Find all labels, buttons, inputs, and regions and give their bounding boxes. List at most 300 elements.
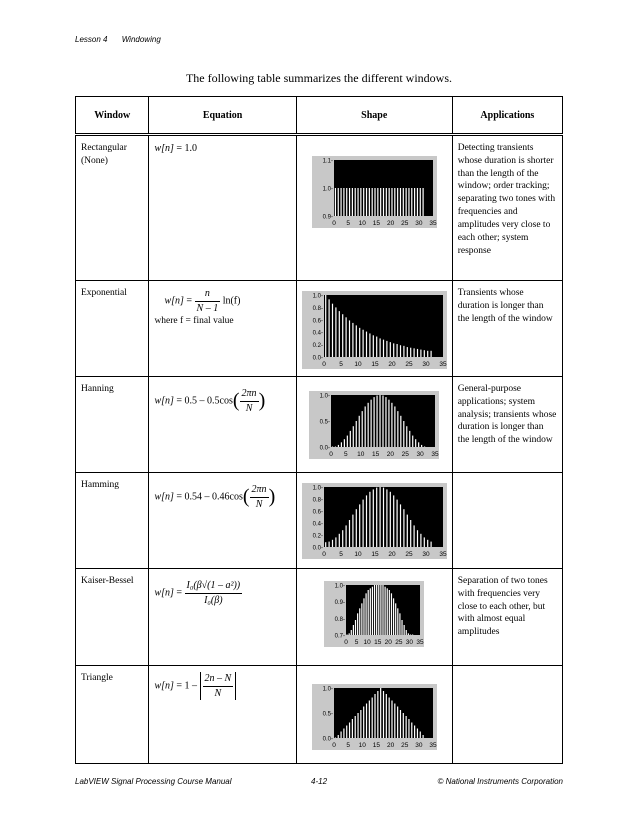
- chart-bar: [400, 188, 401, 216]
- table-row: [76, 377, 563, 473]
- x-tick-label: 25: [405, 551, 413, 558]
- chart-bar: [355, 509, 356, 547]
- chart-bar: [417, 729, 418, 739]
- chart-bar: [395, 406, 396, 447]
- shape-cell: [296, 666, 452, 764]
- chart-bar: [353, 625, 354, 635]
- chart-bar: [385, 587, 386, 635]
- chart-bar: [362, 500, 363, 547]
- window-shape-chart: [302, 291, 447, 369]
- chart-bar: [385, 188, 386, 216]
- y-tick-label: 0.0-: [312, 545, 323, 552]
- chart-bar: [359, 504, 360, 547]
- chart-bar: [393, 343, 394, 357]
- x-tick-label: 10: [363, 639, 371, 646]
- lesson-label: Lesson 4: [75, 35, 108, 44]
- chart-bar: [364, 598, 365, 635]
- chart-bar: [338, 445, 339, 447]
- chart-bar: [341, 442, 342, 447]
- chart-bar: [359, 416, 360, 447]
- chart-bar: [349, 520, 350, 547]
- chart-bar: [328, 299, 329, 357]
- applications: [452, 666, 562, 764]
- chart-bar: [430, 542, 431, 547]
- chart-bar: [374, 585, 375, 635]
- chart-bar: [394, 704, 395, 739]
- y-tick-label: 1.1-: [322, 158, 333, 165]
- chart-bar: [335, 188, 336, 216]
- x-tick-label: 30: [422, 361, 430, 368]
- equation: w[n] = 1 – $\frac{2n - N}{N}$: [149, 666, 296, 764]
- window-shape-chart: [312, 684, 437, 750]
- chart-bar: [396, 344, 397, 357]
- eq-rhs: 1.0: [184, 143, 198, 154]
- x-tick-label: 35: [439, 361, 447, 368]
- chart-bar: [349, 188, 350, 216]
- chart-bar: [377, 188, 378, 216]
- chart-bar: [355, 325, 356, 357]
- chart-bar: [388, 698, 389, 739]
- chart-bar: [391, 188, 392, 216]
- chart-bar: [413, 348, 414, 357]
- y-tick-label: 0.6-: [312, 509, 323, 516]
- table-header-row: [76, 97, 563, 135]
- chart-bar: [403, 509, 404, 547]
- x-tick-label: 15: [371, 551, 379, 558]
- x-tick-label: 10: [358, 220, 366, 227]
- chart-bar: [366, 704, 367, 739]
- eq-numerator: I₀(β√(1 – a²)): [185, 579, 243, 594]
- chart-bar: [396, 500, 397, 547]
- chart-bar: [397, 411, 398, 447]
- window-name: Hamming: [76, 473, 149, 569]
- chart-bar: [352, 323, 353, 357]
- chart-bar: [391, 701, 392, 739]
- chart-bar: [418, 442, 419, 447]
- chart-bar: [430, 351, 431, 357]
- chart-bar: [420, 350, 421, 357]
- eq-denominator: N: [255, 498, 263, 510]
- chart-bar: [338, 311, 339, 357]
- chart-bar: [397, 188, 398, 216]
- topic-label: Windowing: [121, 35, 161, 44]
- chart-bar: [413, 525, 414, 547]
- chart-bar: [406, 426, 407, 447]
- x-tick-label: 35: [416, 639, 424, 646]
- x-tick-label: 10: [357, 451, 365, 458]
- y-tick-label: 0.0-: [312, 355, 323, 362]
- chart-bar: [406, 515, 407, 547]
- chart-bar: [414, 726, 415, 739]
- chart-bar: [337, 735, 338, 738]
- x-tick-label: 30: [406, 639, 414, 646]
- x-tick-label: 0: [329, 451, 334, 458]
- chart-bar: [352, 515, 353, 547]
- chart-bar: [366, 332, 367, 357]
- window-name: Hanning: [76, 377, 149, 473]
- chart-bar: [346, 726, 347, 739]
- shape-cell: [296, 135, 452, 281]
- eq-denominator: I₀(β): [204, 594, 223, 606]
- chart-bar: [411, 188, 412, 216]
- chart-bar: [379, 338, 380, 357]
- chart-bar: [372, 335, 373, 357]
- eq-rhs: 0.5 – 0.5cos: [184, 395, 233, 407]
- chart-bar: [412, 635, 413, 636]
- chart-bar: [403, 346, 404, 357]
- chart-bar: [374, 397, 375, 447]
- eq-numerator: 2n – N: [203, 672, 234, 687]
- chart-bar: [372, 587, 373, 635]
- y-tick-label: 0.7-: [334, 633, 346, 640]
- applications: Detecting transients whose duration is shorter than the length of the window; order tracking; separating two tones with frequencies and amplitudes very close to each other; system response: [452, 135, 562, 281]
- chart-bar: [349, 320, 350, 357]
- chart-bar: [427, 540, 428, 547]
- y-tick-label: 0.4-: [312, 330, 323, 337]
- shape-cell: [296, 473, 452, 569]
- chart-bar: [363, 707, 364, 739]
- eq-lhs: w[n]: [164, 295, 184, 307]
- chart-bar: [359, 608, 360, 635]
- equation: w[n] = 0.54 – 0.46cos( $\frac{2\pi n}{N}$ ): [149, 473, 296, 569]
- chart-bar: [363, 188, 364, 216]
- x-tick-label: 20: [386, 742, 394, 749]
- chart-bar: [351, 630, 352, 635]
- chart-bar: [377, 396, 378, 447]
- x-tick-label: 35: [439, 551, 447, 558]
- chart-bar: [345, 525, 346, 547]
- table-row: [76, 281, 563, 377]
- chart-bar: [347, 635, 348, 636]
- chart-bar: [368, 403, 369, 447]
- chart-bar: [376, 337, 377, 357]
- chart-bar: [422, 735, 423, 738]
- x-tick-label: 25: [395, 639, 403, 646]
- chart-bar: [355, 620, 356, 635]
- chart-bar: [354, 188, 355, 216]
- chart-bar: [395, 603, 396, 635]
- chart-bar: [345, 317, 346, 357]
- chart-bar: [383, 188, 384, 216]
- y-tick-label: 0.4-: [312, 521, 323, 528]
- window-name: Kaiser-Bessel: [76, 569, 149, 666]
- x-tick-label: 20: [388, 551, 396, 558]
- chart-bar: [393, 598, 394, 635]
- chart-bar: [342, 530, 343, 547]
- chart-bar: [372, 489, 373, 547]
- chart-bar: [405, 716, 406, 738]
- chart-bar: [389, 342, 390, 357]
- equation: w[n] = $\frac{\text{I₀(β√(1 – a²))}}{\text{I₀(β)}}$: [149, 569, 296, 666]
- chart-bar: [344, 439, 345, 447]
- chart-bar: [422, 188, 423, 216]
- chart-bar: [388, 188, 389, 216]
- chart-bar: [332, 540, 333, 547]
- x-tick-label: 25: [405, 361, 413, 368]
- chart-bar: [414, 188, 415, 216]
- chart-bar: [357, 713, 358, 738]
- chart-bar: [332, 304, 333, 357]
- chart-bar: [402, 188, 403, 216]
- chart-bar: [410, 348, 411, 357]
- x-tick-label: 5: [338, 551, 343, 558]
- x-tick-label: 0: [331, 220, 336, 227]
- chart-bar: [400, 345, 401, 357]
- chart-bar: [371, 400, 372, 447]
- y-tick-label: 0.8-: [334, 616, 346, 623]
- chart-bar: [411, 723, 412, 739]
- chart-bar: [419, 188, 420, 216]
- chart-bar: [340, 188, 341, 216]
- chart-bar: [387, 588, 388, 635]
- x-tick-label: 0: [344, 639, 349, 646]
- chart-bar: [353, 426, 354, 447]
- chart-bar: [325, 295, 326, 357]
- chart-bar: [362, 330, 363, 357]
- chart-bar: [423, 350, 424, 357]
- chart-bar: [378, 585, 379, 635]
- eq-denominator: N – 1: [196, 302, 219, 314]
- intro-sentence: The following table summarizes the different windows.: [185, 71, 453, 85]
- chart-bar: [354, 716, 355, 738]
- y-tick-label: 0.8-: [312, 497, 323, 504]
- eq-rhs: ln(f): [222, 295, 241, 307]
- chart-bar: [376, 585, 377, 635]
- chart-bar: [403, 421, 404, 447]
- chart-bar: [408, 188, 409, 216]
- eq-rhs: 0.54 – 0.46cos: [184, 491, 243, 503]
- chart-bar: [356, 421, 357, 447]
- eq-rhs: 1 –: [184, 680, 198, 692]
- eq-lhs: w[n]: [154, 680, 174, 692]
- x-tick-label: 10: [354, 361, 362, 368]
- x-tick-label: 5: [346, 742, 350, 749]
- eq-denominator: N: [245, 402, 253, 414]
- y-tick-label: 1.0-: [322, 686, 333, 693]
- chart-bar: [374, 188, 375, 216]
- chart-bar: [380, 188, 381, 216]
- chart-bar: [389, 400, 390, 447]
- chart-bar: [391, 593, 392, 635]
- chart-bar: [386, 397, 387, 447]
- applications: Transients whose duration is longer than the length of the window: [452, 281, 562, 377]
- chart-bar: [389, 590, 390, 635]
- x-tick-label: 35: [429, 220, 437, 227]
- y-tick-label: 0.0-: [319, 445, 331, 452]
- x-tick-label: 30: [414, 742, 423, 749]
- x-tick-label: 5: [346, 220, 350, 227]
- y-tick-label: 1.0-: [319, 393, 331, 400]
- x-tick-label: 25: [401, 451, 410, 458]
- applications: Separation of two tones with frequencies very close to each other, but with almost equal amplitudes: [452, 569, 562, 666]
- chart-bar: [357, 613, 358, 635]
- y-tick-label: 1.0-: [334, 583, 346, 590]
- chart-bar: [386, 341, 387, 357]
- chart-bar: [352, 188, 353, 216]
- chart-bar: [383, 691, 384, 738]
- equation: w[n] = 1.0: [149, 135, 296, 281]
- chart-bar: [360, 188, 361, 216]
- eq-lhs: w[n]: [154, 395, 174, 407]
- chart-bar: [420, 534, 421, 547]
- chart-bar: [368, 590, 369, 635]
- chart-bar: [347, 436, 348, 447]
- chart-bar: [421, 445, 422, 447]
- running-header: [75, 35, 161, 44]
- x-tick-label: 35: [429, 742, 437, 749]
- window-name: Triangle: [76, 666, 149, 764]
- footer-page-number: 4-12: [311, 777, 328, 786]
- chart-bar: [402, 620, 403, 635]
- chart-bar: [419, 732, 420, 739]
- chart-bar: [360, 710, 361, 738]
- table-row: [76, 135, 563, 281]
- window-shape-chart: [309, 391, 439, 459]
- chart-bar: [370, 588, 371, 635]
- chart-bar: [325, 542, 326, 547]
- x-tick-label: 15: [372, 742, 380, 749]
- x-tick-label: 20: [386, 220, 394, 227]
- y-tick-label: 1.0-: [312, 485, 323, 492]
- y-tick-label: 0.2-: [312, 343, 323, 350]
- chart-bar: [361, 603, 362, 635]
- x-tick-label: 20: [388, 361, 396, 368]
- chart-bar: [379, 487, 380, 547]
- y-tick-label: 0.8-: [312, 305, 323, 312]
- shape-cell: [296, 569, 452, 666]
- eq-lhs: w[n]: [154, 143, 174, 154]
- x-tick-label: 10: [358, 742, 366, 749]
- chart-bar: [410, 635, 411, 636]
- chart-bar: [377, 691, 378, 738]
- chart-bar: [405, 188, 406, 216]
- y-tick-label: 0.2-: [312, 533, 323, 540]
- chart-bar: [397, 707, 398, 739]
- shape-cell: [296, 377, 452, 473]
- footer-copyright: © National Instruments Corporation: [437, 777, 563, 786]
- x-tick-label: 15: [374, 639, 382, 646]
- chart-bar: [417, 349, 418, 357]
- chart-bar: [400, 504, 401, 547]
- shape-cell: [296, 281, 452, 377]
- chart-bar: [417, 188, 418, 216]
- chart-bar: [402, 713, 403, 738]
- chart-bar: [350, 431, 351, 447]
- chart-bar: [408, 633, 409, 635]
- window-summary-table: [75, 96, 563, 764]
- x-tick-label: 15: [372, 451, 380, 458]
- chart-bar: [335, 446, 336, 447]
- chart-bar: [349, 633, 350, 635]
- x-tick-label: 5: [354, 639, 359, 646]
- chart-bar: [424, 446, 425, 447]
- chart-bar: [328, 542, 329, 547]
- chart-bar: [400, 416, 401, 447]
- chart-bar: [383, 585, 384, 635]
- chart-bar: [383, 488, 384, 547]
- chart-bar: [427, 351, 428, 357]
- chart-bar: [335, 738, 336, 739]
- chart-bar: [393, 495, 394, 547]
- footer-manual-title: LabVIEW Signal Processing Course Manual: [75, 777, 232, 786]
- chart-bar: [359, 328, 360, 357]
- applications: [452, 473, 562, 569]
- window-shape-chart: [312, 156, 437, 228]
- chart-bar: [362, 411, 363, 447]
- chart-bar: [406, 347, 407, 357]
- x-tick-label: 15: [372, 220, 380, 227]
- chart-bar: [340, 732, 341, 739]
- x-tick-label: 10: [354, 551, 362, 558]
- chart-bar: [369, 492, 370, 547]
- chart-bar: [335, 537, 336, 547]
- chart-bar: [366, 188, 367, 216]
- chart-bar: [380, 395, 381, 447]
- eq-numerator: 2πn: [240, 387, 259, 402]
- chart-bar: [380, 688, 381, 738]
- y-tick-label: 0.9-: [322, 214, 333, 221]
- x-tick-label: 5: [344, 451, 348, 458]
- window-name: Exponential: [76, 281, 149, 377]
- window-name: Rectangular (None): [76, 135, 149, 281]
- chart-bar: [410, 520, 411, 547]
- chart-bar: [423, 537, 424, 547]
- equation: w[n] = 0.5 – 0.5cos( $\frac{2\pi n}{N}$ ): [149, 377, 296, 473]
- x-tick-label: 20: [384, 639, 393, 646]
- chart-bar: [338, 534, 339, 547]
- chart-bar: [332, 447, 333, 448]
- chart-bar: [357, 188, 358, 216]
- y-tick-label: 1.0-: [312, 293, 323, 300]
- x-tick-label: 0: [321, 361, 326, 368]
- x-tick-label: 5: [338, 361, 343, 368]
- x-tick-label: 25: [400, 742, 409, 749]
- chart-bar: [371, 698, 372, 739]
- chart-bar: [368, 701, 369, 739]
- chart-bar: [374, 694, 375, 738]
- chart-bar: [392, 403, 393, 447]
- chart-bar: [376, 488, 377, 547]
- chart-bar: [335, 307, 336, 357]
- x-tick-label: 35: [431, 451, 439, 458]
- window-shape-chart: [302, 483, 447, 559]
- chart-bar: [417, 530, 418, 547]
- window-shape-chart: [324, 581, 424, 647]
- chart-bar: [381, 585, 382, 635]
- chart-bar: [389, 492, 390, 547]
- x-tick-label: 0: [331, 742, 336, 749]
- eq-numerator: 2πn: [250, 483, 269, 498]
- chart-bar: [409, 431, 410, 447]
- chart-bar: [383, 340, 384, 357]
- chart-bar: [343, 188, 344, 216]
- applications: General-purpose applications; system analysis; transients whose duration is longer than the length of the window: [452, 377, 562, 473]
- y-tick-label: 0.9-: [334, 600, 346, 607]
- x-tick-label: 15: [371, 361, 379, 368]
- x-tick-label: 30: [422, 551, 430, 558]
- chart-bar: [368, 188, 369, 216]
- eq-numerator: n: [195, 287, 221, 302]
- chart-bar: [385, 694, 386, 738]
- chart-bar: [408, 719, 409, 738]
- chart-bar: [342, 314, 343, 357]
- chart-bar: [349, 723, 350, 739]
- chart-bar: [346, 188, 347, 216]
- eq-lhs: w[n]: [154, 587, 174, 599]
- chart-bar: [383, 396, 384, 447]
- chart-bar: [394, 188, 395, 216]
- y-tick-label: 0.6-: [312, 318, 323, 325]
